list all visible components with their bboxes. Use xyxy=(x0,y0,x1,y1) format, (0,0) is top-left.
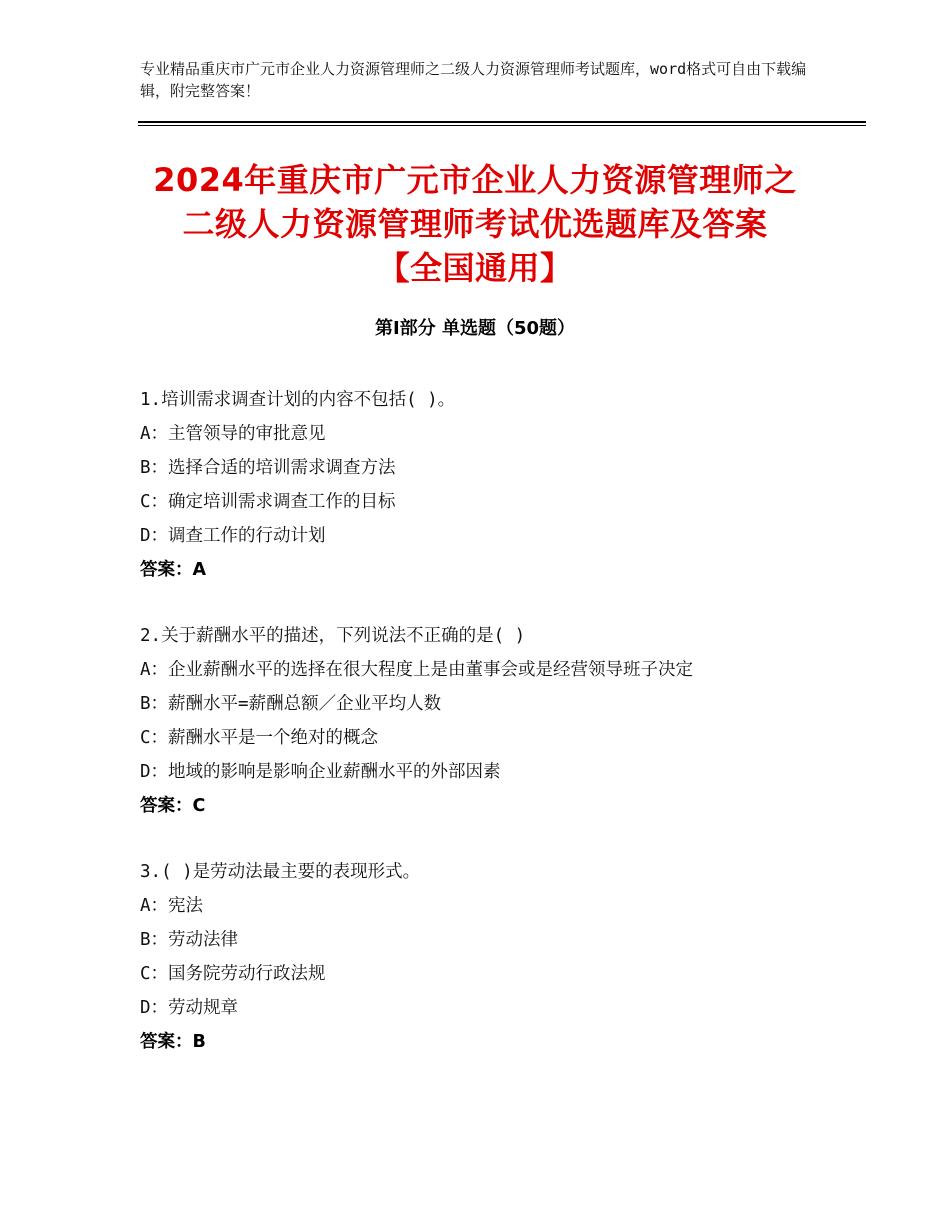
option-d: D：调查工作的行动计划 xyxy=(140,526,326,546)
option-b: B：薪酬水平=薪酬总额／企业平均人数 xyxy=(140,694,442,714)
question-1 xyxy=(140,383,820,587)
header-rule-thin xyxy=(138,125,866,126)
question-stem: 1.培训需求调查计划的内容不包括( )。 xyxy=(140,390,456,410)
title-line-3: 【全国通用】 xyxy=(377,249,573,287)
title-line-2: 二级人力资源管理师考试优选题库及答案 xyxy=(182,205,768,243)
section-title: 第Ⅰ部分 单选题（50题） xyxy=(374,318,575,339)
option-a: A：企业薪酬水平的选择在很大程度上是由董事会或是经营领导班子决定 xyxy=(140,660,694,680)
answer: 答案：C xyxy=(140,796,206,816)
title-line-1: 2024年重庆市广元市企业人力资源管理师之 xyxy=(153,161,797,199)
question-3 xyxy=(140,855,820,1059)
document-title xyxy=(120,158,830,290)
option-c: C：确定培训需求调查工作的目标 xyxy=(140,492,396,512)
option-b: B：劳动法律 xyxy=(140,930,239,950)
option-c: C：国务院劳动行政法规 xyxy=(140,964,326,984)
option-d: D：地域的影响是影响企业薪酬水平的外部因素 xyxy=(140,762,501,782)
option-c: C：薪酬水平是一个绝对的概念 xyxy=(140,728,379,748)
header-note: 专业精品重庆市广元市企业人力资源管理师之二级人力资源管理师考试题库，word格式可自由下载编辑，附完整答案！ xyxy=(140,60,807,100)
question-2 xyxy=(140,619,820,823)
answer: 答案：A xyxy=(140,560,207,580)
option-a: A：宪法 xyxy=(140,896,204,916)
option-d: D：劳动规章 xyxy=(140,998,239,1018)
question-stem: 3.( )是劳动法最主要的表现形式。 xyxy=(140,862,421,882)
question-list xyxy=(140,383,820,1091)
option-b: B：选择合适的培训需求调查方法 xyxy=(140,458,396,478)
option-a: A：主管领导的审批意见 xyxy=(140,424,326,444)
answer: 答案：B xyxy=(140,1032,206,1052)
question-stem: 2.关于薪酬水平的描述，下列说法不正确的是( ) xyxy=(140,626,526,646)
header-rule-thick xyxy=(138,121,866,123)
